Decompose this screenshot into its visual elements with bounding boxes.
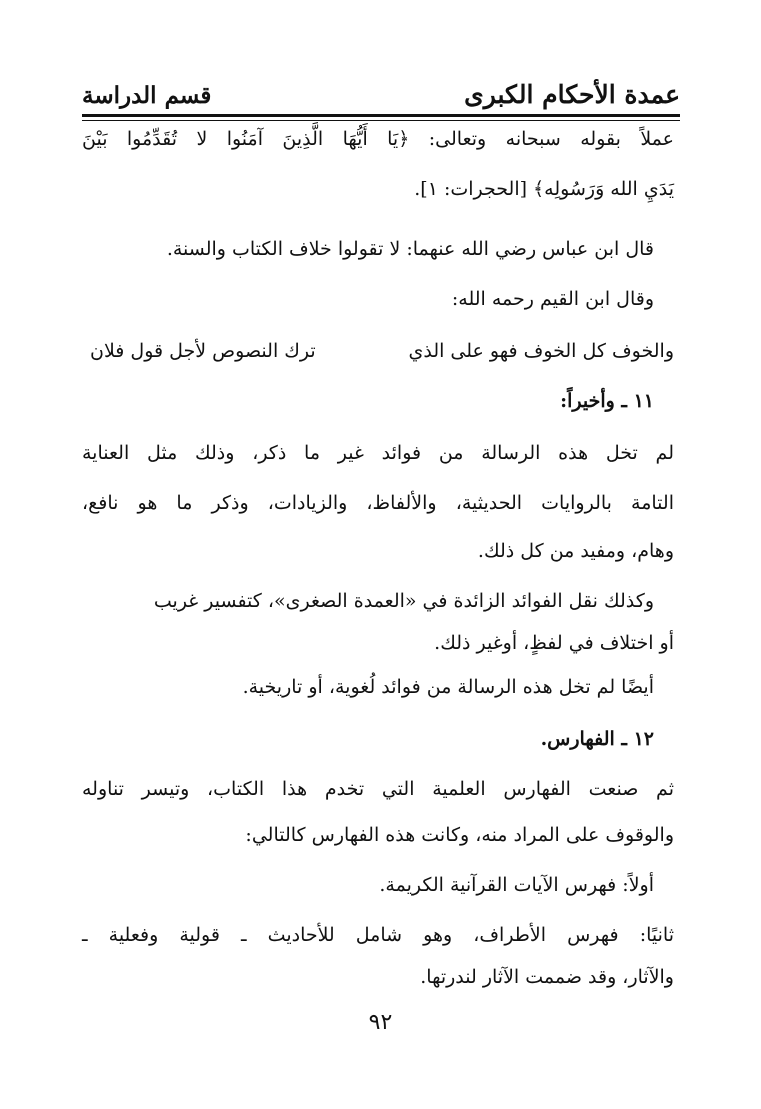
text-line: وهام، ومفيد من كل ذلك.: [477, 540, 674, 562]
text-line: التامة بالروايات الحديثية، والألفاظ، والزيادات، وذكر ما هو نافع،: [82, 492, 674, 514]
text-line: أولاً: فهرس الآيات القرآنية الكريمة.: [379, 874, 654, 896]
text-line: ثانيًا: فهرس الأطراف، وهو شامل للأحاديث ـ قولية وفعلية ـ: [82, 924, 674, 946]
running-header: [82, 80, 680, 114]
text-line: قال ابن عباس رضي الله عنهما: لا تقولوا خلاف الكتاب والسنة.: [166, 238, 654, 260]
text-line: وكذلك نقل الفوائد الزائدة في «العمدة الصغرى»، كتفسير غريب: [153, 590, 654, 612]
text-line: أو اختلاف في لفظٍ، أوغير ذلك.: [434, 632, 674, 654]
page-number: ٩٢: [368, 1010, 393, 1035]
section-title: قسم الدراسة: [82, 82, 212, 109]
text-line: والآثار، وقد ضممت الآثار لندرتها.: [420, 966, 674, 988]
text-line: لم تخل هذه الرسالة من فوائد غير ما ذكر، وذلك مثل العناية: [82, 442, 674, 464]
poem-hemistich-first: والخوف كل الخوف فهو على الذي: [408, 340, 674, 362]
text-line: والوقوف على المراد منه، وكانت هذه الفهارس كالتالي:: [245, 824, 674, 846]
text-line: وقال ابن القيم رحمه الله:: [451, 288, 654, 310]
header-rule-thick: [82, 114, 680, 117]
header-rule-thin: [82, 120, 680, 121]
text-line: ثم صنعت الفهارس العلمية التي تخدم هذا الكتاب، وتيسر تناوله: [82, 778, 674, 800]
section-heading: ١١ ـ وأخيراً:: [560, 390, 654, 412]
text-line: أيضًا لم تخل هذه الرسالة من فوائد لُغوية، أو تاريخية.: [242, 676, 654, 698]
text-line: عملاً بقوله سبحانه وتعالى: ﴿يَا أَيُّهَا الَّذِينَ آمَنُوا لا تُقَدِّمُوا بَيْنَ: [82, 128, 674, 150]
section-heading: ١٢ ـ الفهارس.: [540, 728, 654, 750]
book-title: عمدة الأحكام الكبرى: [464, 80, 680, 109]
poem-hemistich-second: ترك النصوص لأجل قول فلان: [90, 340, 316, 362]
text-line: يَدَيِ الله وَرَسُولِه﴾ [الحجرات: ١].: [414, 178, 674, 200]
